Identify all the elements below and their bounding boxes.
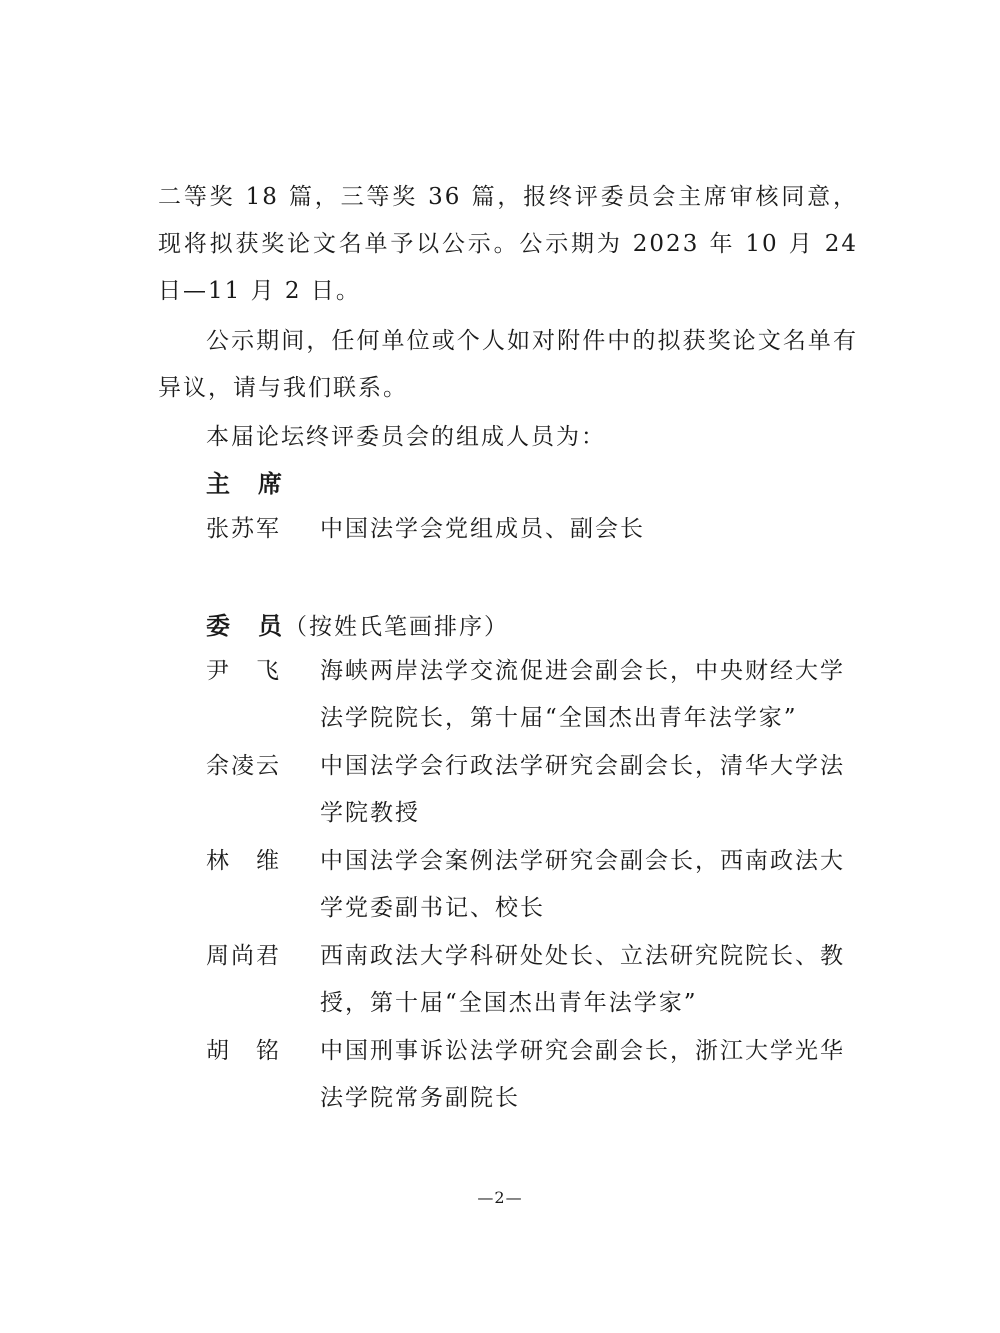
committee-sort-note: （按姓氏笔画排序）: [284, 614, 509, 640]
page-number: —2—: [477, 1188, 523, 1207]
member-name: 周尚君: [206, 943, 281, 969]
member-name: 胡 铭: [206, 1038, 281, 1064]
member-desc: 中国法学会案例法学研究会副会长，西南政法大学党委副书记、校长: [320, 848, 845, 921]
member-name: 尹 飞: [206, 658, 281, 684]
member-desc: 海峡两岸法学交流促进会副会长，中央财经大学法学院院长，第十届“全国杰出青年法学家”: [320, 658, 845, 731]
member-name: 张苏军: [206, 516, 281, 542]
committee-intro: 本届论坛终评委员会的组成人员为：: [206, 424, 606, 450]
committee-heading-label: 委 员: [206, 611, 284, 640]
paragraph-award-summary: 二等奖 18 篇，三等奖 36 篇，报终评委员会主席审核同意，现将拟获奖论文名单予以公示。公示期为 2023 年 10 月 24 日—11 月 2 日。: [158, 184, 858, 304]
member-desc: 中国法学会行政法学研究会副会长，清华大学法学院教授: [320, 753, 845, 826]
member-name: 林 维: [206, 848, 281, 874]
paragraph-objection-notice: 公示期间，任何单位或个人如对附件中的拟获奖论文名单有异议，请与我们联系。: [158, 328, 858, 401]
committee-heading: [206, 606, 509, 647]
member-desc: 中国法学会党组成员、副会长: [320, 516, 645, 542]
chair-heading: 主 席: [206, 469, 284, 498]
member-name: 余凌云: [206, 753, 281, 779]
member-desc: 中国刑事诉讼法学研究会副会长，浙江大学光华法学院常务副院长: [320, 1038, 845, 1111]
member-desc: 西南政法大学科研处处长、立法研究院院长、教授，第十届“全国杰出青年法学家”: [320, 943, 845, 1016]
